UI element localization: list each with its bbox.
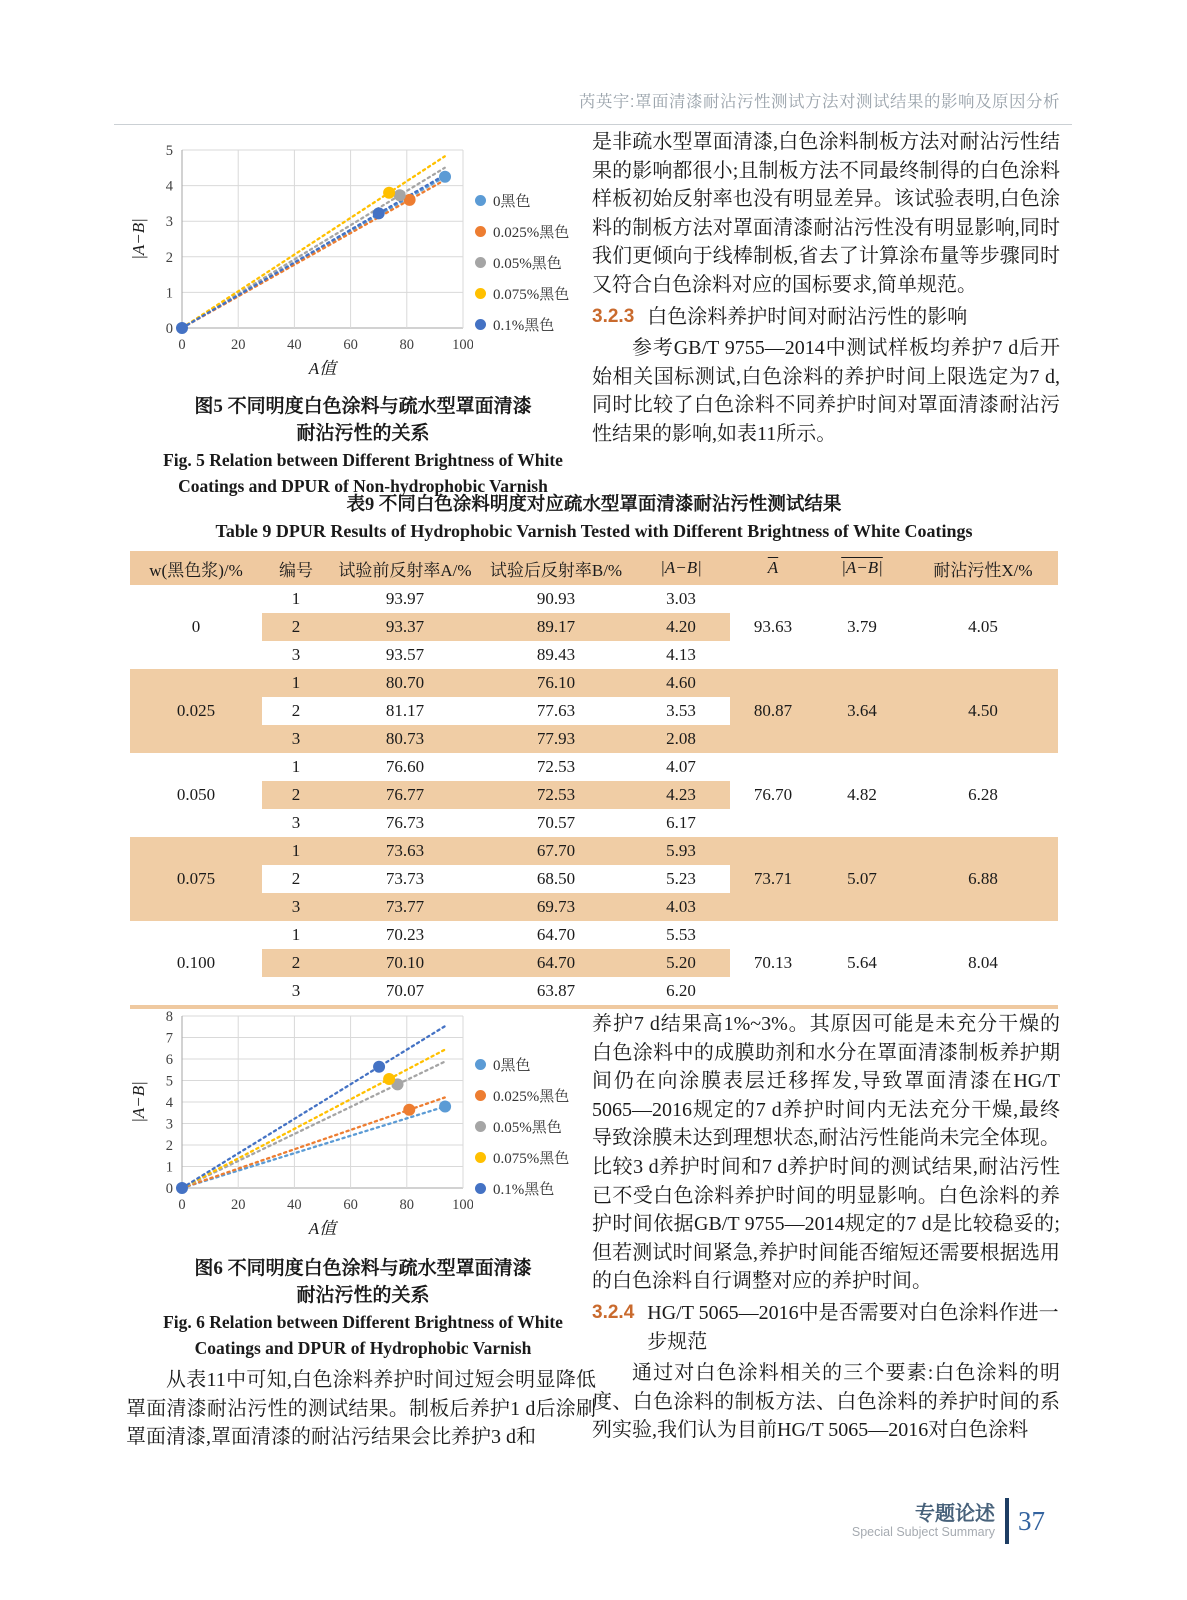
col-header-b: 试验后反射率B/% [480,551,632,585]
page-footer [852,1498,1045,1544]
cell: 3.03 [666,589,696,608]
cell: 5.93 [632,837,730,865]
y-tick-label: 1 [165,285,173,302]
x-axis-label: A值 [308,1219,337,1238]
cell: 3 [262,893,330,921]
legend-item [475,314,569,335]
header-rule [114,124,1072,125]
x-tick-label: 20 [230,1197,246,1213]
right-column-top [592,128,1060,449]
cell: 70.10 [330,949,480,977]
legend-marker-icon [475,1183,486,1194]
cell: 89.43 [536,645,576,664]
x-tick-label: 0 [178,337,186,353]
origin-point [176,1182,188,1194]
section-number: 3.2.3 [592,305,635,327]
cell: 4.23 [632,781,730,809]
y-tick-label: 5 [165,1073,173,1090]
cell: 4.03 [632,893,730,921]
cell: 2.08 [632,725,730,753]
col-header-diff: |A−B| [632,551,730,585]
fig6-svg [128,1008,473,1240]
avg-diff-cell: 3.64 [816,669,908,753]
table-row [130,669,1058,697]
cell: 1 [291,589,301,608]
table9-title-cn: 表9 不同白色涂料明度对应疏水型罩面清漆耐沾污性测试结果 [346,495,842,515]
cell: 77.63 [480,697,632,725]
cell: 80.70 [330,669,480,697]
paragraph: 通过对白色涂料相关的三个要素:白色涂料的明度、白色涂料的制板方法、白色涂料的养护时间的系列实验,我们认为目前HG/T 5065—2016对白色涂料 [592,1362,1060,1442]
cell: 70.57 [536,813,576,832]
y-tick-label: 3 [165,214,173,231]
cell: 73.63 [330,837,480,865]
col-header-avg-a: $\overline{A}$ [730,551,816,585]
table-row [130,837,1058,865]
y-tick-label: 8 [165,1009,173,1025]
x-tick-label: 100 [452,1197,473,1213]
legend-marker-icon [475,1152,486,1163]
legend-item [475,190,569,211]
table-row [130,753,1058,781]
table-row [130,585,1058,613]
legend-label: 0.075%黑色 [493,287,570,303]
w-cell: 0.075 [130,837,262,921]
table-group-w0025 [130,669,1058,753]
fig5-caption-cn-line1: 图5 不同明度白色涂料与疏水型罩面清漆 [194,396,532,417]
footer-section-en: Special Subject Summary [851,1525,995,1539]
cell: 67.70 [480,837,632,865]
cell: 81.17 [330,697,480,725]
x-tick-label: 80 [399,337,415,353]
avg-diff-cell: 4.82 [847,785,877,804]
x-cell: 6.88 [908,837,1058,921]
legend-marker-icon [475,288,486,299]
table-row [130,921,1058,949]
page-number: 37 [1018,1505,1045,1536]
cell: 73.77 [330,893,480,921]
left-bottom-paragraph: 从表11中可知,白色涂料养护时间过短会明显降低罩面清漆耐沾污性的测试结果。制板后养护1 d后涂刷罩面清漆,罩面清漆的耐沾污结果会比养护3 d和 [126,1369,596,1449]
table-group-w0100 [130,921,1058,1007]
scatter-point [403,1104,415,1116]
fig5-caption-cn-line2: 耐沾污性的关系 [296,423,430,444]
legend-item [475,252,569,273]
legend-item [475,1085,569,1106]
fig6-caption-cn-line1: 图6 不同明度白色涂料与疏水型罩面清漆 [194,1258,532,1279]
y-tick-label: 4 [165,178,173,195]
scatter-point [439,171,451,183]
cell: 70.07 [385,981,425,1000]
table9-title-en: Table 9 DPUR Results of Hydrophobic Varnish Tested with Different Brightness of White Coatings [215,521,973,541]
cell: 1 [262,669,330,697]
cell: 76.73 [385,813,425,832]
legend-label: 0黑色 [493,1058,531,1074]
section-title: HG/T 5065—2016中是否需要对白色涂料作进一步规范 [647,1301,1059,1353]
legend-marker-icon [475,1059,486,1070]
col-header-a: 试验前反射率A/% [330,551,480,585]
col-header-w: w(黑色浆)/% [130,551,262,585]
cell: 80.73 [330,725,480,753]
cell: 2 [262,949,330,977]
cell: 93.97 [385,589,425,608]
cell: 70.23 [385,925,425,944]
cell: 76.60 [385,757,425,776]
cell: 6.20 [666,981,696,1000]
avg-a-cell: 73.71 [730,837,816,921]
y-tick-label: 2 [165,249,173,266]
y-tick-label: 5 [165,143,173,159]
cell: 76.77 [330,781,480,809]
x-tick-label: 40 [287,1197,302,1213]
y-axis-label: |A−B| [129,1081,148,1123]
x-cell: 6.28 [968,785,998,804]
avg-a-cell: 76.70 [753,785,793,804]
cell: 77.93 [480,725,632,753]
x-tick-label: 60 [343,337,358,353]
paragraph: 养护7 d结果高1%~3%。其原因可能是未充分干燥的白色涂料中的成膜助剂和水分在罩面清漆制板养护期间仍在向涂膜表层迁移挥发,导致罩面清漆在HG/T 5065—2016规定的7 d养护时间内无法充分干燥,最终导致涂膜未达到理想状态,耐沾污性能尚未完全体现。比较3 d养护时间和7 d养护时间的测试结果,耐沾污性已不受白色涂料养护时间的明显影响。白色涂料的养护时间依据GB/T 9755—2014规定的7 d是比较稳妥的;但若测试时间紧急,养护时间能否缩短还需要根据选用的白色涂料自行调整对应的养护时间。 [592,1013,1060,1293]
running-header-title: 芮英宇:罩面清漆耐沾污性测试方法对测试结果的影响及原因分析 [578,93,1060,111]
cell: 3.53 [632,697,730,725]
legend-label: 0.025%黑色 [493,1089,570,1105]
table9-block [130,490,1058,1009]
legend-marker-icon [475,195,486,206]
x-tick-label: 0 [178,1197,186,1213]
right-column-bottom [592,1010,1060,1445]
cell: 3 [262,725,330,753]
x-tick-label: 20 [230,337,246,353]
x-tick-label: 100 [452,337,473,353]
cell: 76.10 [480,669,632,697]
scatter-point [373,1061,385,1073]
cell: 64.70 [536,925,576,944]
y-tick-label: 3 [165,1116,173,1133]
col-header-avg-diff: |A−B| [816,551,908,585]
legend-label: 0.1%黑色 [493,1182,555,1198]
legend-label: 0.1%黑色 [493,318,555,334]
cell: 89.17 [480,613,632,641]
avg-a-cell: 70.13 [753,953,793,972]
table-group-w0 [130,585,1058,669]
legend-item [475,1147,569,1168]
cell: 4.20 [632,613,730,641]
section-heading-3-2-3 [592,303,1060,332]
legend-marker-icon [475,1090,486,1101]
cell: 1 [291,925,301,944]
cell: 90.93 [536,589,576,608]
y-tick-label: 4 [165,1095,173,1111]
cell: 4.60 [632,669,730,697]
scatter-point [383,187,395,199]
cell: 4.07 [666,757,696,776]
cell: 3 [291,813,301,832]
trendline [182,156,445,328]
table-group-w0050 [130,753,1058,837]
legend-marker-icon [475,226,486,237]
fig6-caption-en-line1: Fig. 6 Relation between Different Brightness of White [163,1312,563,1332]
w-cell: 0.025 [130,669,262,753]
legend-label: 0.025%黑色 [493,225,570,241]
y-tick-label: 2 [165,1138,173,1154]
cell: 69.73 [480,893,632,921]
section-heading-3-2-4 [592,1299,1060,1356]
fig5-scatter-chart [128,140,473,385]
x-tick-label: 80 [399,1197,415,1213]
scatter-point [394,189,406,201]
cell: 6.17 [666,813,696,832]
figure-6 [128,1008,598,1361]
y-tick-label: 7 [165,1030,173,1047]
cell: 73.73 [330,865,480,893]
scatter-point [383,1073,395,1085]
fig6-caption-cn-line2: 耐沾污性的关系 [296,1285,430,1306]
figure-5 [128,140,598,499]
paragraph: 参考GB/T 9755—2014中测试样板均养护7 d后开始相关国标测试,白色涂料的养护时间上限选定为7 d,同时比较了白色涂料不同养护时间对罩面清漆耐沾污性结果的影响,如表11所示。 [592,337,1060,445]
cell: 2 [262,697,330,725]
cell: 4.13 [666,645,696,664]
w-cell: 0 [191,617,201,636]
cell: 1 [291,757,301,776]
legend-item [475,1054,569,1075]
fig6-caption-en-line2: Coatings and DPUR of Hydrophobic Varnish [194,1338,532,1358]
avg-diff-cell: 3.79 [847,617,877,636]
w-cell: 0.050 [176,785,216,804]
table9 [130,551,1058,1009]
cell: 63.87 [536,981,576,1000]
paragraph: 是非疏水型罩面清漆,白色涂料制板方法对耐沾污性结果的影响都很小;且制板方法不同最终制得的白色涂料样板初始反射率也没有明显差异。该试验表明,白色涂料的制板方法对罩面清漆耐沾污性没有明显影响,同时我们更倾向于线棒制板,省去了计算涂布量等步骤同时又符合白色涂料对应的国标要求,简单规范。 [592,131,1060,296]
cell: 5.23 [632,865,730,893]
trendline [182,1107,445,1188]
section-number: 3.2.4 [592,1301,635,1323]
scatter-point [373,207,385,219]
x-cell: 4.05 [968,617,998,636]
legend-label: 0.05%黑色 [493,1120,562,1136]
fig5-svg [128,140,473,380]
x-axis-label: A值 [308,359,337,378]
cell: 2 [262,865,330,893]
col-header-no: 编号 [262,551,330,585]
cell: 2 [262,613,330,641]
legend-label: 0.05%黑色 [493,256,562,272]
cell: 1 [262,837,330,865]
fig5-caption-en-line2: Coatings and DPUR of Non-hydrophobic Varnish [178,476,548,496]
legend-item [475,221,569,242]
legend-marker-icon [475,257,486,268]
cell: 3 [291,645,301,664]
cell: 2 [262,781,330,809]
footer-section-cn: 专题论述 [915,1503,995,1525]
col-header-x: 耐沾污性X/% [908,551,1058,585]
footer-divider [1005,1498,1009,1544]
avg-diff-cell: 5.64 [847,953,877,972]
legend-label: 0.075%黑色 [493,1151,570,1167]
avg-a-cell: 93.63 [753,617,793,636]
scatter-point [439,1101,451,1113]
y-tick-label: 0 [165,321,173,337]
w-cell: 0.100 [176,953,216,972]
cell: 5.20 [632,949,730,977]
legend-label: 0黑色 [493,194,531,210]
x-cell: 4.50 [908,669,1058,753]
cell: 93.57 [385,645,425,664]
y-tick-label: 6 [165,1052,173,1068]
fig5-legend [475,190,569,335]
fig6-scatter-chart [128,1008,473,1245]
x-tick-label: 60 [343,1197,358,1213]
origin-point [176,322,188,334]
cell: 5.53 [666,925,696,944]
y-axis-label: |A−B| [129,218,148,260]
table9-header [130,551,1058,585]
fig6-legend [475,1054,569,1199]
avg-diff-cell: 5.07 [816,837,908,921]
y-tick-label: 0 [165,1181,173,1197]
cell: 93.37 [330,613,480,641]
cell: 72.53 [480,781,632,809]
fig5-caption-en-line1: Fig. 5 Relation between Different Brightness of White [163,450,563,470]
table-group-w0075 [130,837,1058,921]
section-title: 白色涂料养护时间对耐沾污性的影响 [647,305,968,328]
legend-item [475,1178,569,1199]
legend-marker-icon [475,319,486,330]
avg-a-cell: 80.87 [730,669,816,753]
legend-marker-icon [475,1121,486,1132]
cell: 64.70 [480,949,632,977]
trendline [182,168,445,328]
legend-item [475,283,569,304]
cell: 3 [291,981,301,1000]
x-tick-label: 40 [287,337,302,353]
y-tick-label: 1 [165,1159,173,1176]
x-cell: 8.04 [968,953,998,972]
cell: 72.53 [536,757,576,776]
cell: 68.50 [480,865,632,893]
legend-item [475,1116,569,1137]
